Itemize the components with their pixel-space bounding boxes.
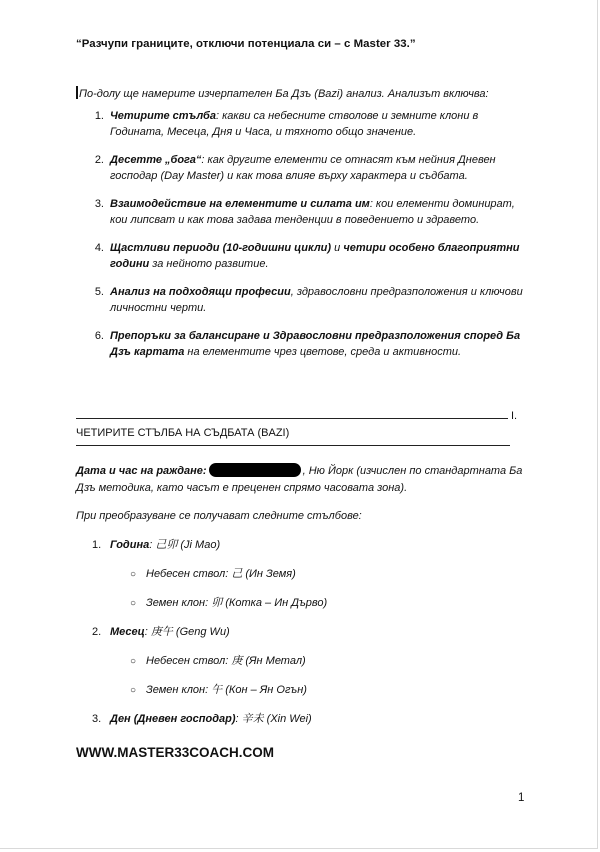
section-title: ЧЕТИРИТЕ СТЪЛБА НА СЪДБАТА (BAZI) bbox=[76, 427, 290, 439]
bullet-marker: ○ bbox=[130, 569, 137, 580]
list-bold-2: четири особено благоприятни години bbox=[110, 242, 520, 270]
list-bold: Четирите стълба bbox=[110, 110, 216, 122]
text-cursor bbox=[76, 86, 78, 99]
list-rest: : как другите елементи се отнасят към нейния Дневен господар (Day Master) и как това влияе върху характера и съдбата. bbox=[110, 154, 496, 182]
pillar-value: : 辛未 (Xin Wei) bbox=[235, 713, 312, 725]
list-text bbox=[110, 285, 534, 316]
section-rule-bottom bbox=[76, 445, 510, 446]
list-rest: , здравословни предразположения и ключови личностни черти. bbox=[110, 286, 523, 314]
list-rest: за нейното развитие. bbox=[149, 257, 269, 270]
intro-paragraph bbox=[76, 86, 489, 100]
birth-paragraph bbox=[76, 463, 526, 497]
pillar-day bbox=[92, 710, 312, 726]
bullet-marker: ○ bbox=[130, 656, 137, 667]
list-rest: : какви са небесните стволове и земните клони в Годината, Месеца, Дня и Часа, и тяхното общо значение. bbox=[110, 110, 479, 138]
list-number: 2. bbox=[94, 154, 104, 166]
pillar-number: 3. bbox=[92, 713, 102, 725]
pillar-detail-text: Земен клон: 午 (Кон – Ян Огън) bbox=[146, 684, 307, 696]
pillar-detail bbox=[130, 565, 296, 581]
list-text bbox=[110, 197, 534, 228]
conversion-intro: При преобразуване се получават следните стълбове: bbox=[76, 510, 362, 522]
list-number: 4. bbox=[94, 242, 104, 254]
website-footer: WWW.MASTER33COACH.COM bbox=[76, 745, 274, 760]
bullet-marker: ○ bbox=[130, 598, 137, 609]
pillar-label: Година bbox=[110, 539, 150, 551]
list-bold: Препоръки за балансиране и Здравословни предразположения според Ба Дзъ картата bbox=[110, 330, 521, 358]
list-number: 6. bbox=[94, 330, 104, 342]
pillar-label: Месец bbox=[110, 626, 145, 638]
pillar-detail-text: Небесен ствол: 庚 (Ян Метал) bbox=[146, 655, 306, 667]
header-quote: “Разчупи границите, отключи потенциала си – с Master 33.” bbox=[76, 38, 416, 50]
list-rest: на елементите чрез цветове, среда и активности. bbox=[184, 345, 462, 358]
pillar-detail-text: Земен клон: 卯 (Котка – Ин Дърво) bbox=[146, 597, 328, 609]
list-number: 5. bbox=[94, 286, 104, 298]
section-number: I. bbox=[511, 410, 518, 422]
redaction-mark bbox=[209, 463, 301, 477]
list-text bbox=[110, 329, 534, 360]
pillar-number: 1. bbox=[92, 539, 102, 551]
pillar-value: : 庚午 (Geng Wu) bbox=[144, 626, 230, 638]
pillar-label: Ден (Дневен господар) bbox=[110, 713, 236, 725]
pillar-detail-text: Небесен ствол: 己 (Ин Земя) bbox=[146, 568, 296, 580]
list-text bbox=[110, 153, 534, 184]
list-bold: Щастливи периоди (10-годишни цикли) bbox=[110, 242, 332, 254]
pillar-value: : 己卯 (Ji Mao) bbox=[149, 539, 221, 551]
pillar-detail bbox=[130, 594, 327, 610]
list-mid: и bbox=[331, 242, 344, 254]
intro-text: По-долу ще намерите изчерпателен Ба Дзъ (Bazi) анализ. Анализът включва: bbox=[79, 88, 489, 100]
birth-text: , Ню Йорк (изчислен по стандартната Ба Дзъ методика, като часът е преценен спрямо часовата зона). bbox=[76, 465, 523, 494]
list-rest: : кои елементи доминират, кои липсват и как това задава тенденции в поведението и здравето. bbox=[110, 198, 515, 226]
list-number: 1. bbox=[94, 110, 104, 122]
list-number: 3. bbox=[94, 198, 104, 210]
list-bold: Десетте „бога“ bbox=[110, 154, 202, 166]
list-bold: Взаимодействие на елементите и силата им bbox=[110, 198, 370, 210]
pillar-detail bbox=[130, 681, 307, 697]
bullet-marker: ○ bbox=[130, 685, 137, 696]
page-number: 1 bbox=[518, 792, 525, 804]
birth-label: Дата и час на раждане: bbox=[76, 465, 207, 477]
list-text bbox=[110, 241, 534, 272]
pillar-month bbox=[92, 623, 230, 639]
pillar-number: 2. bbox=[92, 626, 102, 638]
pillar-detail bbox=[130, 652, 306, 668]
section-rule-top bbox=[76, 418, 508, 419]
list-text bbox=[110, 109, 534, 140]
pillar-year bbox=[92, 536, 220, 552]
list-bold: Анализ на подходящи професии bbox=[110, 286, 291, 298]
